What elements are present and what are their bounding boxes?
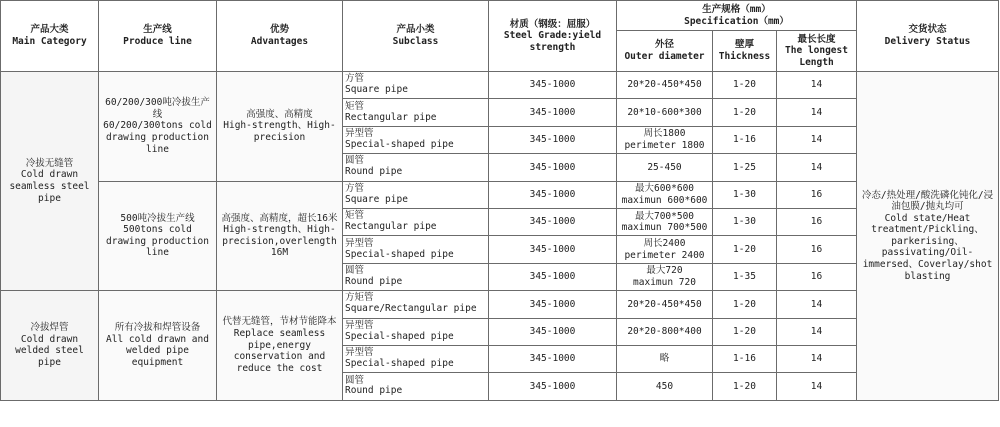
length-cell: 14 (777, 99, 857, 126)
delivery-status-cell: 冷态/热处理/酸洗磷化钝化/浸油包膜/抛丸均可 Cold state/Heat treatment/Pickling、parkerising、passivating/Oil-immersed、Coverlay/shot blasting (857, 72, 999, 401)
length-cell: 14 (777, 345, 857, 372)
header-produce-line: 生产线 Produce line (99, 1, 217, 72)
thickness-cell: 1-20 (713, 236, 777, 263)
outer-diameter-cell: 略 (617, 345, 713, 372)
outer-diameter-cell: 最大700*500 maximun 700*500 (617, 208, 713, 235)
subclass-cell: 方矩管 Square/Rectangular pipe (343, 291, 489, 318)
thickness-cell: 1-20 (713, 72, 777, 99)
thickness-cell: 1-16 (713, 345, 777, 372)
thickness-cell: 1-35 (713, 263, 777, 290)
production-line-cell: 500吨冷拔生产线 500tons cold drawing production line (99, 181, 217, 291)
grade-cell: 345-1000 (489, 181, 617, 208)
header-material: 材质（钢级：屈服） Steel Grade:yield strength (489, 1, 617, 72)
category-cell: 冷拔无缝管 Cold drawn seamless steel pipe (1, 72, 99, 291)
thickness-cell: 1-30 (713, 181, 777, 208)
header-advantages: 优势 Advantages (217, 1, 343, 72)
subclass-cell: 方管 Square pipe (343, 72, 489, 99)
header-outer-diameter: 外径 Outer diameter (617, 31, 713, 72)
length-cell: 14 (777, 373, 857, 400)
outer-diameter-cell: 最大720 maximun 720 (617, 263, 713, 290)
outer-diameter-cell: 20*20-800*400 (617, 318, 713, 345)
thickness-cell: 1-16 (713, 126, 777, 153)
advantages-cell: 代替无缝管，节材节能降本 Replace seamless pipe,energy conservation and reduce the cost (217, 291, 343, 401)
outer-diameter-cell: 最大600*600 maximun 600*600 (617, 181, 713, 208)
subclass-cell: 矩管 Rectangular pipe (343, 99, 489, 126)
subclass-cell: 矩管 Rectangular pipe (343, 208, 489, 235)
grade-cell: 345-1000 (489, 373, 617, 400)
grade-cell: 345-1000 (489, 208, 617, 235)
length-cell: 16 (777, 263, 857, 290)
subclass-cell: 异型管 Special-shaped pipe (343, 236, 489, 263)
outer-diameter-cell: 周长2400 perimeter 2400 (617, 236, 713, 263)
header-row-1 (1, 1, 999, 31)
category-cell: 冷拔焊管 Cold drawn welded steel pipe (1, 291, 99, 401)
length-cell: 16 (777, 208, 857, 235)
header-thickness: 壁厚 Thickness (713, 31, 777, 72)
header-specification: 生产规格（mm） Specification（mm） (617, 1, 857, 31)
grade-cell: 345-1000 (489, 154, 617, 181)
outer-diameter-cell: 20*20-450*450 (617, 72, 713, 99)
thickness-cell: 1-20 (713, 291, 777, 318)
length-cell: 14 (777, 72, 857, 99)
length-cell: 14 (777, 126, 857, 153)
advantages-cell: 高强度、高精度 High-strength、High-precision (217, 72, 343, 182)
outer-diameter-cell: 450 (617, 373, 713, 400)
length-cell: 14 (777, 318, 857, 345)
subclass-cell: 圆管 Round pipe (343, 154, 489, 181)
table-row (1, 72, 999, 99)
subclass-cell: 方管 Square pipe (343, 181, 489, 208)
production-line-cell: 60/200/300吨冷拔生产线 60/200/300tons cold drawing production line (99, 72, 217, 182)
grade-cell: 345-1000 (489, 236, 617, 263)
header-longest-length: 最长长度 The longest Length (777, 31, 857, 72)
grade-cell: 345-1000 (489, 72, 617, 99)
header-main-category: 产品大类 Main Category (1, 1, 99, 72)
outer-diameter-cell: 20*20-450*450 (617, 291, 713, 318)
thickness-cell: 1-20 (713, 318, 777, 345)
subclass-cell: 异型管 Special-shaped pipe (343, 126, 489, 153)
grade-cell: 345-1000 (489, 318, 617, 345)
grade-cell: 345-1000 (489, 99, 617, 126)
length-cell: 14 (777, 291, 857, 318)
production-line-cell: 所有冷拔和焊管设备 All cold drawn and welded pipe equipment (99, 291, 217, 401)
length-cell: 16 (777, 236, 857, 263)
grade-cell: 345-1000 (489, 291, 617, 318)
thickness-cell: 1-30 (713, 208, 777, 235)
advantages-cell: 高强度、高精度，超长16米 High-strength、High-precision,overlength 16M (217, 181, 343, 291)
table-row (1, 181, 999, 208)
subclass-cell: 异型管 Special-shaped pipe (343, 318, 489, 345)
length-cell: 16 (777, 181, 857, 208)
outer-diameter-cell: 周长1800 perimeter 1800 (617, 126, 713, 153)
grade-cell: 345-1000 (489, 263, 617, 290)
length-cell: 14 (777, 154, 857, 181)
subclass-cell: 圆管 Round pipe (343, 263, 489, 290)
subclass-cell: 异型管 Special-shaped pipe (343, 345, 489, 372)
outer-diameter-cell: 25-450 (617, 154, 713, 181)
grade-cell: 345-1000 (489, 126, 617, 153)
thickness-cell: 1-20 (713, 99, 777, 126)
grade-cell: 345-1000 (489, 345, 617, 372)
table-row (1, 291, 999, 318)
header-delivery-status: 交货状态 Delivery Status (857, 1, 999, 72)
header-subclass: 产品小类 Subclass (343, 1, 489, 72)
subclass-cell: 圆管 Round pipe (343, 373, 489, 400)
thickness-cell: 1-25 (713, 154, 777, 181)
thickness-cell: 1-20 (713, 373, 777, 400)
outer-diameter-cell: 20*10-600*300 (617, 99, 713, 126)
